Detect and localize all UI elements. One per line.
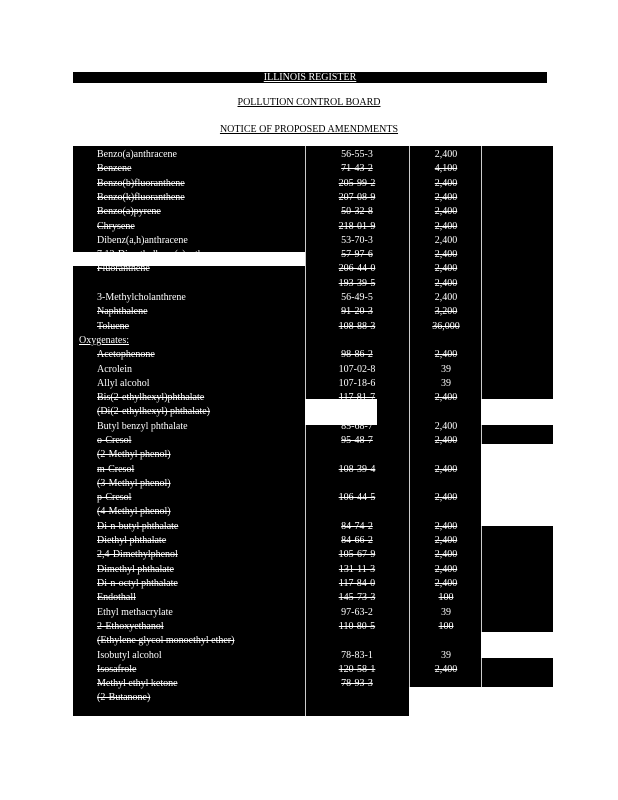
concentration-value: 2,400	[434, 392, 458, 404]
table-row	[73, 234, 553, 248]
section-label: Oxygenates:	[79, 334, 129, 346]
table-row	[73, 491, 553, 520]
table-row	[73, 520, 553, 534]
cas-number: 218-01-9	[338, 220, 376, 232]
concentration-value: 2,400	[434, 520, 458, 532]
constituent-name: Acetophenone	[97, 349, 155, 361]
table-row	[73, 420, 553, 434]
constituent-name: Naphthalene	[97, 306, 148, 318]
concentration-value: 39	[441, 649, 451, 661]
cas-number: 108-39-4	[338, 463, 376, 475]
board-title: POLLUTION CONTROL BOARD	[237, 97, 381, 108]
constituent-name: Diethyl phthalate	[97, 535, 167, 547]
constituent-alt-name: (Di(2-ethylhexyl) phthalate)	[97, 406, 211, 418]
table-row	[73, 563, 553, 577]
constituent-name: m-Cresol	[97, 463, 135, 475]
concentration-value: 2,400	[434, 578, 458, 589]
concentration-value: 2,400	[434, 249, 458, 261]
cas-number: 95-48-7	[341, 435, 373, 446]
constituent-name: Benzo(a)pyrene	[97, 206, 161, 218]
cas-number: 107-02-8	[338, 363, 376, 375]
concentration-value: 2,400	[434, 206, 458, 218]
concentration-value: 39	[441, 377, 451, 389]
constituent-name: Dimethyl phthalate	[97, 563, 174, 575]
concentration-value: 4,100	[434, 163, 458, 175]
constituent-name: Endothall	[97, 592, 136, 604]
constituent-name: p-Cresol	[97, 492, 132, 504]
cas-number: 206-44-0	[338, 263, 376, 275]
table-row	[73, 677, 553, 706]
constituent-name: Bis(2-ethylhexyl)phthalate	[97, 392, 205, 404]
table-row	[73, 177, 553, 191]
concentration-value: 2,400	[434, 277, 458, 289]
constituent-name: Benzo(a)anthracene	[97, 149, 177, 160]
cas-number: 193-39-5	[338, 277, 376, 289]
concentration-value: 100	[438, 592, 454, 604]
table-row	[73, 377, 553, 391]
constituent-name: Benzo(k)fluoranthene	[97, 191, 185, 203]
cas-number: 108-88-3	[338, 320, 376, 332]
constituent-name: Isobutyl alcohol	[97, 649, 162, 661]
cas-number: 117-84-0	[338, 578, 376, 589]
concentration-value: 2,400	[434, 663, 458, 675]
cas-number: 84-66-2	[341, 535, 373, 547]
constituent-name: o-Cresol	[97, 435, 132, 446]
table-row	[73, 577, 553, 591]
constituent-name: Acrolein	[97, 363, 132, 375]
register-title-bar	[73, 72, 547, 83]
cas-number: 98-86-2	[341, 349, 373, 361]
constituent-name: Allyl alcohol	[97, 377, 150, 389]
concentration-value: 2,400	[434, 435, 458, 446]
concentration-value: 2,400	[434, 535, 458, 547]
table-row	[73, 277, 553, 291]
constituent-name: Chrysene	[97, 220, 135, 232]
concentration-value: 2,400	[434, 220, 458, 232]
constituent-name: 3-Methylcholanthrene	[97, 292, 186, 303]
cas-number: 78-93-3	[341, 678, 373, 690]
cas-number: 105-67-9	[338, 549, 376, 561]
cas-number: 131-11-3	[338, 563, 376, 575]
table-row	[73, 262, 553, 276]
constituent-alt-name: (2-Methyl phenol)	[97, 449, 171, 461]
concentration-value: 100	[438, 620, 454, 632]
constituent-name: Di-n-butyl phthalate	[97, 520, 179, 532]
constituent-name: Ethyl methacrylate	[97, 606, 173, 618]
constituent-alt-name: (2-Butanone)	[97, 692, 151, 704]
constituent-name: Dibenz(a,h)anthracene	[97, 234, 188, 246]
table-row	[73, 534, 553, 548]
constituent-name: Methyl ethyl ketone	[97, 678, 178, 690]
concentration-value: 2,400	[434, 463, 458, 475]
constituent-name: Butyl benzyl phthalate	[97, 420, 188, 432]
concentration-value: 36,000	[432, 320, 460, 332]
concentration-value: 39	[441, 363, 451, 375]
constituent-name: 2,4-Dimethylphenol	[97, 549, 178, 561]
cas-number: 50-32-8	[341, 206, 373, 218]
table-row	[73, 663, 553, 677]
constituent-name: 7,12-Dimethylbenz(a)anthracene	[97, 249, 229, 261]
constituent-alt-name: (Ethylene glycol monoethyl ether)	[97, 635, 235, 647]
concentration-value: 2,400	[434, 149, 458, 160]
table-row	[73, 291, 553, 305]
cas-number: 84-74-2	[341, 520, 373, 532]
cas-number: 56-49-5	[341, 292, 373, 303]
cas-number: 57-97-6	[341, 249, 373, 261]
cas-number: 117-81-7	[338, 392, 376, 404]
constituent-table	[73, 146, 553, 716]
table-row	[73, 391, 553, 420]
table-section-heading	[73, 334, 553, 348]
table-row	[73, 162, 553, 176]
cas-number: 106-44-5	[338, 492, 376, 504]
table-row	[73, 649, 553, 663]
register-title: ILLINOIS REGISTER	[263, 72, 357, 83]
concentration-value: 2,400	[434, 191, 458, 203]
cas-number: 107-18-6	[338, 377, 376, 389]
constituent-alt-name: (3-Methyl phenol)	[97, 477, 171, 489]
cas-number: 56-55-3	[341, 149, 373, 160]
cas-number: 85-68-7	[341, 420, 373, 432]
concentration-value: 2,400	[434, 420, 458, 432]
table-row	[73, 434, 553, 463]
table-row	[73, 305, 553, 319]
constituent-name: Benzo(b)fluoranthene	[97, 177, 185, 189]
constituent-name: Fluoranthene	[97, 263, 150, 275]
cas-number: 71-43-2	[341, 163, 373, 175]
concentration-value: 2,400	[434, 563, 458, 575]
concentration-value: 2,400	[434, 492, 458, 504]
table-row	[73, 220, 553, 234]
table-row	[73, 591, 553, 605]
table-row	[73, 620, 553, 649]
constituent-name: Di-n-octyl phthalate	[97, 578, 178, 589]
table-row	[73, 320, 553, 334]
notice-title: NOTICE OF PROPOSED AMENDMENTS	[219, 124, 399, 135]
table-row	[73, 363, 553, 377]
table-row	[73, 205, 553, 219]
cas-number: 78-83-1	[341, 649, 373, 661]
table-row	[73, 463, 553, 492]
cas-number: 145-73-3	[338, 592, 376, 604]
table-row	[73, 548, 553, 562]
constituent-name: Benzene	[97, 163, 132, 175]
cas-number: 91-20-3	[341, 306, 373, 318]
cas-number: 97-63-2	[341, 606, 373, 618]
concentration-value: 39	[441, 606, 451, 618]
concentration-value: 2,400	[434, 292, 458, 303]
concentration-value: 3,200	[434, 306, 458, 318]
concentration-value: 2,400	[434, 349, 458, 361]
constituent-name: Toluene	[97, 320, 130, 332]
cas-number: 207-08-9	[338, 191, 376, 203]
concentration-value: 2,400	[434, 549, 458, 561]
table-row	[73, 148, 553, 162]
table-row	[73, 191, 553, 205]
cas-number: 53-70-3	[341, 234, 373, 246]
concentration-value: 2,400	[434, 234, 458, 246]
table-row	[73, 348, 553, 362]
concentration-value: 2,400	[434, 177, 458, 189]
concentration-value: 2,400	[434, 263, 458, 275]
cas-number: 120-58-1	[338, 663, 376, 675]
cas-number: 205-99-2	[338, 177, 376, 189]
cas-number: 110-80-5	[338, 620, 376, 632]
table-row	[73, 606, 553, 620]
constituent-alt-name: (4-Methyl phenol)	[97, 506, 171, 518]
constituent-name: Isosafrole	[97, 663, 137, 675]
constituent-name: 2-Ethoxyethanol	[97, 620, 164, 632]
table-row	[73, 248, 553, 262]
